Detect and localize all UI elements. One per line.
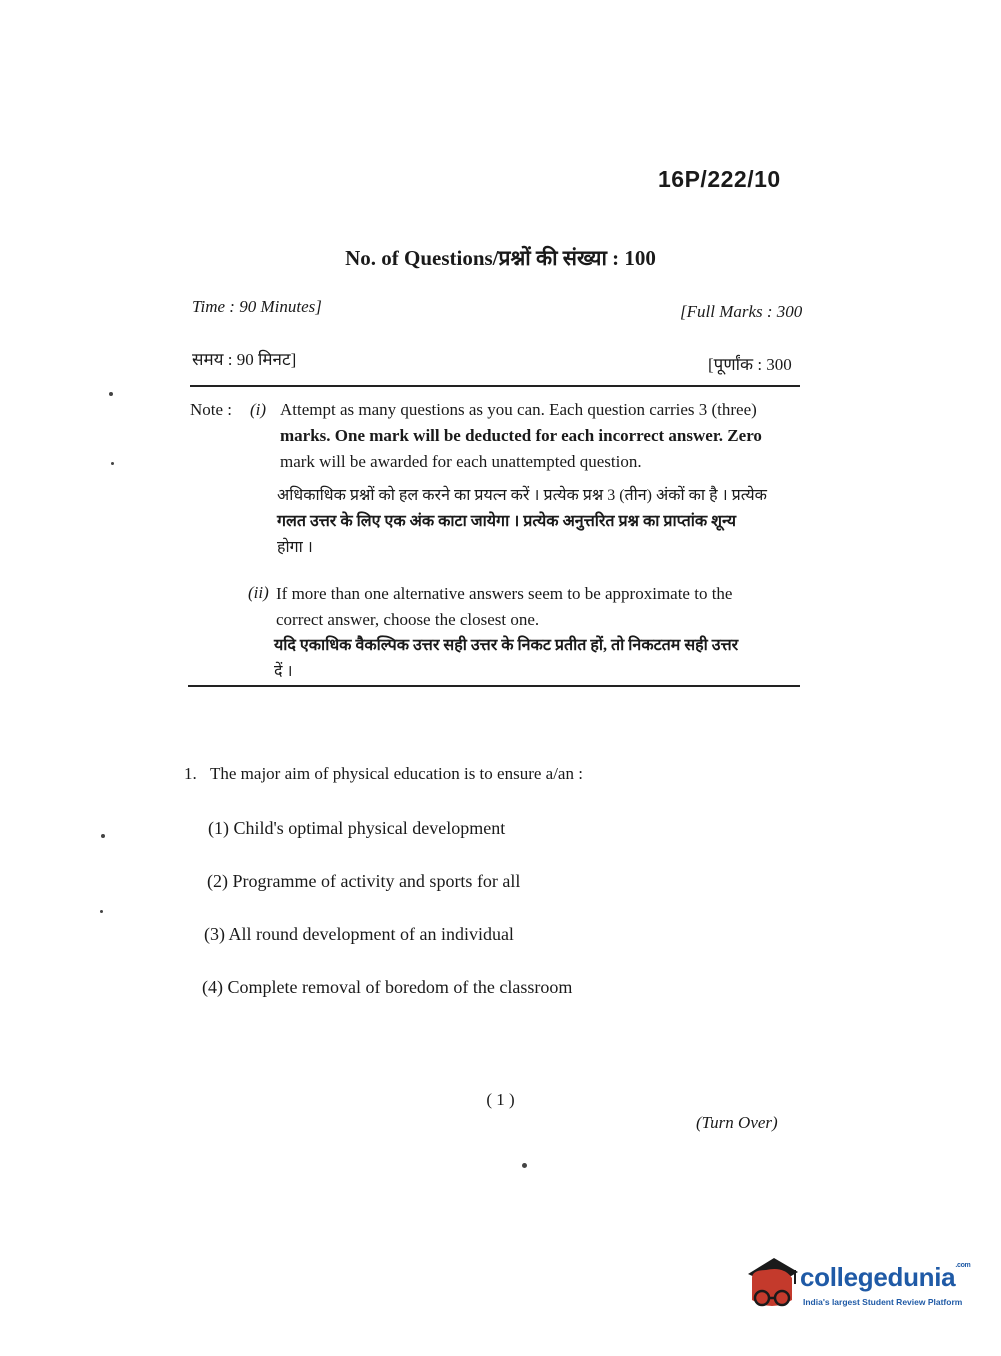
option-1: (1) Child's optimal physical development [208, 818, 506, 838]
question-text: The major aim of physical education is to ensure a/an : [210, 764, 583, 783]
scan-speck [101, 834, 105, 838]
paper-code: 16P/222/10 [658, 166, 781, 192]
top-divider [190, 385, 800, 387]
option-3: (3) All round development of an individual [204, 924, 514, 944]
full-marks-english: [Full Marks : 300 [680, 302, 803, 321]
scan-speck [522, 1163, 527, 1168]
option-2: (2) Programme of activity and sports for all [207, 871, 521, 891]
full-marks-hindi: [पूर्णांक : 300 [708, 355, 792, 374]
note-item-2-english: If more than one alternative answers seem to be approximate to the correct answer, choose the closest one. [276, 584, 733, 629]
scan-speck [111, 462, 114, 465]
page-number: ( 1 ) [486, 1090, 515, 1109]
note-item-1-hindi: अधिकाधिक प्रश्नों को हल करने का प्रयत्न करें । प्रत्येक प्रश्न 3 (तीन) अंकों का है । प्रत्येक गलत उत्तर के लिए एक अंक काटा जायेगा । प्रत्येक अनुत्तरित प्रश्न का प्राप्तांक शून्य होगा । [277, 487, 767, 556]
time-hindi: समय : 90 मिनट] [192, 350, 297, 369]
time-english: Time : 90 Minutes] [192, 297, 322, 316]
bottom-divider [188, 685, 800, 687]
question-number: 1. [184, 764, 197, 783]
note-item-1-number: (i) [250, 400, 267, 419]
scan-speck [109, 392, 113, 396]
watermark-brand: collegedunia$^{.com}$ [800, 1262, 971, 1292]
turn-over: (Turn Over) [696, 1113, 778, 1132]
scan-speck [100, 910, 103, 913]
watermark-tagline: India's largest Student Review Platform [803, 1297, 963, 1307]
note-label: Note : [190, 400, 233, 419]
note-item-2-hindi: यदि एकाधिक वैकल्पिक उत्तर सही उत्तर के निकट प्रतीत हों, तो निकटतम सही उत्तर दें । [274, 637, 739, 680]
option-4: (4) Complete removal of boredom of the classroom [202, 977, 573, 997]
question-count: No. of Questions/प्रश्नों की संख्या : 100 [345, 246, 656, 270]
note-item-1-english: Attempt as many questions as you can. Each question carries 3 (three) marks. One mark will be deducted for each incorrect answer. Zero mark will be awarded for each unattempted question. [280, 400, 762, 471]
note-item-2-number: (ii) [248, 583, 269, 602]
